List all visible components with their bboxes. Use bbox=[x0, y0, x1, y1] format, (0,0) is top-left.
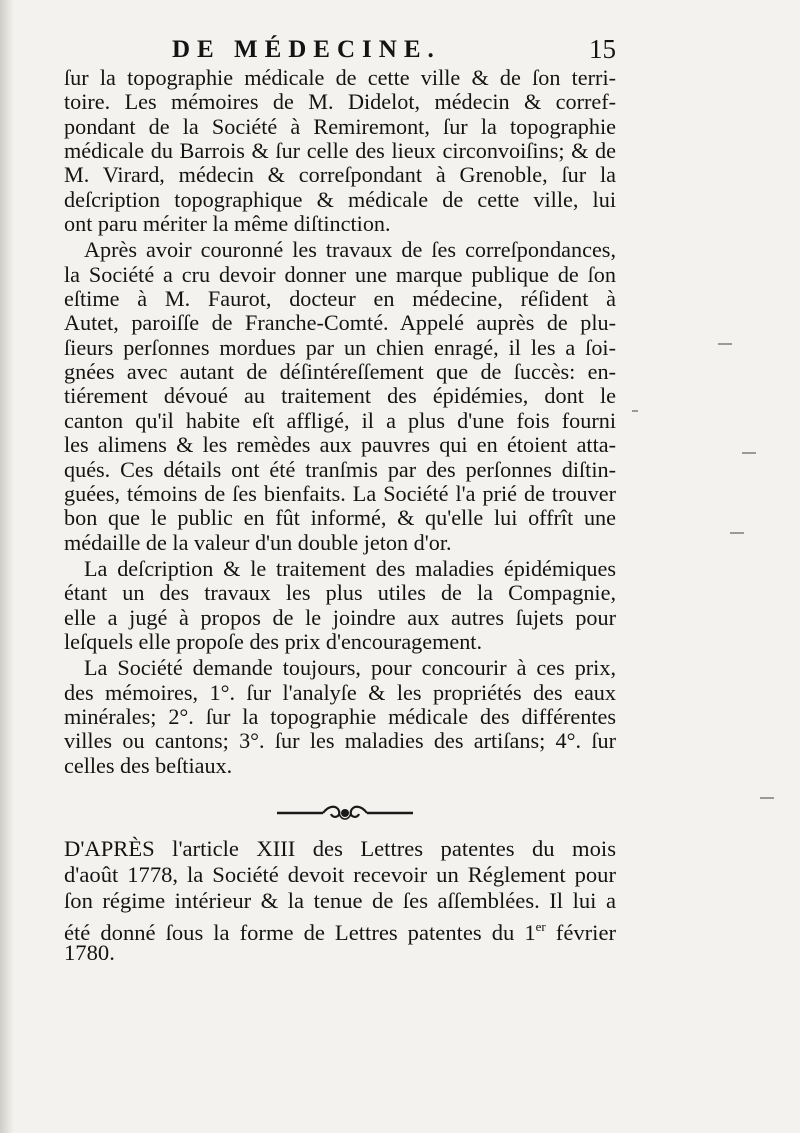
text-segment: été donné ſous la forme de Lettres patentes du 1 bbox=[64, 920, 536, 945]
text-line: D'APRÈS l'article XIII des Lettres patentes du mois bbox=[64, 836, 616, 861]
margin-mark bbox=[632, 410, 638, 412]
text-line: d'août 1778, la Société devoit recevoir un Réglement pour bbox=[64, 862, 616, 887]
text-line: gnées avec autant de déſintéreſſement que de ſuccès: en- bbox=[64, 359, 616, 385]
paragraph-2 bbox=[64, 238, 616, 554]
paragraph-1 bbox=[64, 66, 616, 236]
text-line: bon que le public en fût informé, & qu'elle lui offrît une bbox=[64, 505, 616, 531]
text-line: étant un des travaux les plus utiles de la Compagnie, bbox=[64, 580, 616, 606]
text-line: deſcription topographique & médicale de cette ville, lui bbox=[64, 186, 616, 212]
text-line: ont paru mériter la même diſtinction. bbox=[64, 211, 391, 237]
body-text bbox=[64, 66, 616, 778]
text-line: La Société demande toujours, pour concourir à ces prix, bbox=[84, 655, 616, 681]
text-line: Autet, paroiſſe de Franche-Comté. Appelé auprès de plu- bbox=[64, 310, 616, 336]
margin-mark bbox=[718, 343, 732, 345]
superscript: er bbox=[535, 919, 546, 934]
text-line: médaille de la valeur d'un double jeton d'or. bbox=[64, 529, 452, 555]
text-line: eſtime à M. Faurot, docteur en médecine, réſident à bbox=[64, 286, 616, 312]
text-line: M. Virard, médecin & correſpondant à Grenoble, ſur la bbox=[64, 162, 616, 188]
text-line: minérales; 2°. ſur la topographie médicale des différentes bbox=[64, 703, 616, 729]
paragraph-4 bbox=[64, 656, 616, 778]
text-line: elle a jugé à propos de le joindre aux autres ſujets pour bbox=[64, 604, 616, 630]
text-line: villes ou cantons; 3°. ſur les maladies des artiſans; 4°. ſur bbox=[64, 728, 616, 754]
ornament-divider bbox=[275, 801, 415, 825]
page-number: 15 bbox=[589, 34, 616, 64]
final-paragraph bbox=[64, 836, 616, 966]
margin-mark bbox=[760, 797, 774, 799]
text-line: toire. Les mémoires de M. Didelot, médecin & corref- bbox=[64, 89, 616, 115]
text-line: ſur la topographie médicale de cette ville & de ſon terri- bbox=[64, 65, 616, 90]
text-line: tiérement dévoué au traitement des épidémies, dont le bbox=[64, 383, 616, 409]
text-line: des mémoires, 1°. ſur l'analyſe & les propriétés des eaux bbox=[64, 679, 616, 705]
text-line: celles des beſtiaux. bbox=[64, 752, 233, 778]
page-gutter-shadow bbox=[0, 0, 14, 1133]
text-line: canton qu'il habite eſt affligé, il a plus d'une fois fourni bbox=[64, 407, 616, 433]
text-line bbox=[64, 914, 616, 945]
text-line: médicale du Barrois & ſur celle des lieux circonvoiſins; & de bbox=[64, 138, 616, 164]
running-head: DE MÉDECINE. bbox=[172, 36, 441, 63]
text-line: qués. Ces détails ont été tranſmis par des perſonnes diſtin- bbox=[64, 456, 616, 482]
text-line: 1780. bbox=[64, 940, 115, 965]
text-line: La deſcription & le traitement des maladies épidémiques bbox=[84, 555, 616, 581]
margin-mark bbox=[730, 532, 744, 534]
paragraph-3 bbox=[64, 557, 616, 654]
text-segment: février bbox=[545, 920, 616, 945]
text-line: guées, témoins de ſes bienfaits. La Société l'a prié de trouver bbox=[64, 480, 616, 506]
margin-mark bbox=[742, 452, 756, 454]
text-line: Après avoir couronné les travaux de ſes correſpondances, bbox=[84, 237, 616, 263]
text-line: ſieurs perſonnes mordues par un chien enragé, il les a ſoi- bbox=[64, 334, 616, 360]
text-line: la Société a cru devoir donner une marque publique de ſon bbox=[64, 261, 616, 287]
text-line: pondant de la Société à Remiremont, ſur la topographie bbox=[64, 113, 616, 139]
text-line: les alimens & les remèdes aux pauvres qui en étoient atta- bbox=[64, 432, 616, 458]
text-line: ſon régime intérieur & la tenue de ſes aſſemblées. Il lui a bbox=[64, 888, 616, 913]
text-line: leſquels elle propoſe des prix d'encouragement. bbox=[64, 628, 483, 654]
